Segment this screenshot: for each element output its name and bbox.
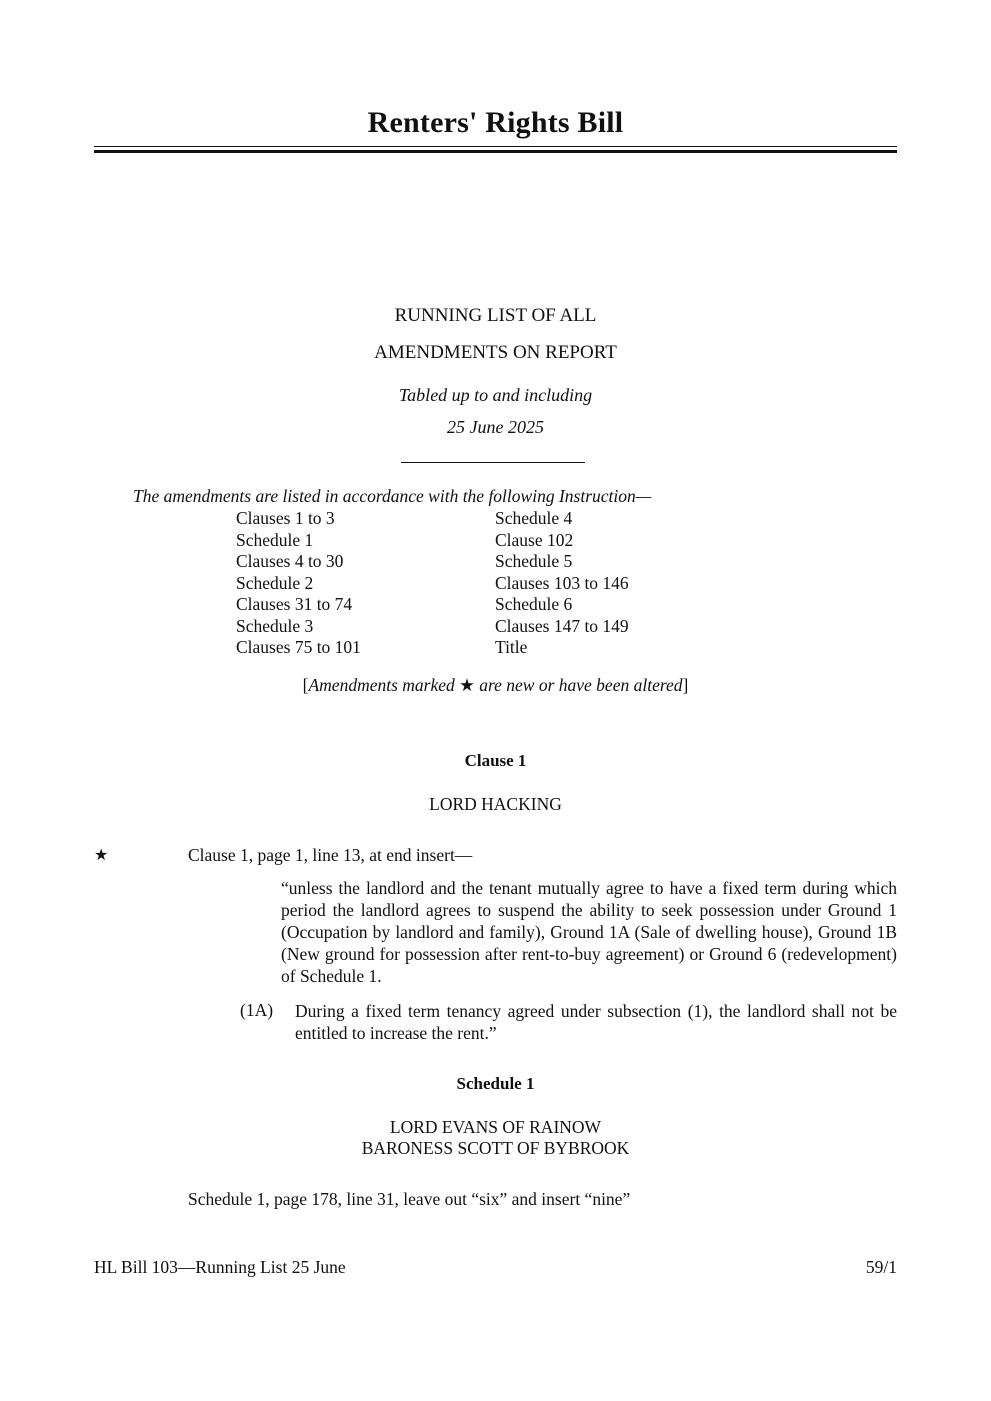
footer-page-number: 59/1 <box>865 1257 897 1277</box>
section-heading-clause-1: Clause 1 <box>464 751 527 770</box>
instruction-item: Clauses 147 to 149 <box>495 615 629 636</box>
document-title: Renters' Rights Bill <box>367 106 624 139</box>
title-rule-thick <box>94 150 897 153</box>
note-text-after: are new or have been altered <box>474 675 683 695</box>
instruction-item: Clauses 1 to 3 <box>236 508 335 528</box>
note-open-bracket: [ <box>302 675 309 695</box>
section-divider <box>401 462 585 463</box>
instruction-item: Schedule 3 <box>236 615 314 636</box>
instruction-item: Schedule 4 <box>495 508 573 528</box>
footer-bill-reference: HL Bill 103—Running List 25 June <box>94 1257 346 1277</box>
instruction-list-right <box>495 508 629 659</box>
amendment-instruction: Clause 1, page 1, line 13, at end insert— <box>188 845 473 865</box>
instruction-item: Schedule 2 <box>236 572 314 593</box>
tabled-date: 25 June 2025 <box>447 417 544 437</box>
instruction-list-left <box>236 508 361 659</box>
new-amendments-note <box>0 675 991 696</box>
amendment-instruction: Schedule 1, page 178, line 31, leave out “six” and insert “nine” <box>188 1189 631 1209</box>
amendment-quoted-text: “unless the landlord and the tenant mutually agree to have a fixed term during which period the landlord agrees to suspend the ability to seek possession under Ground 1 (Occupation by landlord and family), Ground 1A (Sale of dwelling house), Ground 1B (New ground for possession after rent-to-buy agreement) or Ground 6 (redevelopment) of Schedule 1. <box>281 878 897 986</box>
subtitle-line-2: AMENDMENTS ON REPORT <box>374 342 617 363</box>
subsection-text: During a fixed term tenancy agreed under subsection (1), the landlord shall not be entitled to increase the rent.” <box>295 1001 897 1043</box>
subsection-number: (1A) <box>240 1000 274 1020</box>
star-icon: ★ <box>459 675 475 695</box>
instruction-item: Schedule 1 <box>236 529 314 550</box>
instruction-item: Schedule 5 <box>495 551 573 571</box>
new-amendment-star-icon: ★ <box>94 847 109 864</box>
instruction-text: The amendments are listed in accordance with the following Instruction— <box>133 486 652 506</box>
instruction-item: Clause 102 <box>495 529 574 550</box>
instruction-item: Clauses 31 to 74 <box>236 594 353 614</box>
instruction-item: Title <box>495 637 528 657</box>
member-name: LORD HACKING <box>429 794 562 814</box>
member-name: BARONESS SCOTT OF BYBROOK <box>361 1138 630 1158</box>
subtitle-line-1: RUNNING LIST OF ALL <box>394 305 597 326</box>
member-name: LORD EVANS OF RAINOW <box>389 1117 602 1137</box>
instruction-item: Clauses 75 to 101 <box>236 637 361 657</box>
note-text-before: Amendments marked <box>308 675 460 695</box>
title-rule-thin <box>94 146 897 147</box>
instruction-item: Clauses 103 to 146 <box>495 572 629 593</box>
instruction-item: Clauses 4 to 30 <box>236 551 344 571</box>
section-heading-schedule-1: Schedule 1 <box>456 1074 535 1093</box>
note-close-bracket: ] <box>682 675 689 695</box>
tabled-line-1: Tabled up to and including <box>398 385 593 405</box>
instruction-item: Schedule 6 <box>495 594 573 614</box>
